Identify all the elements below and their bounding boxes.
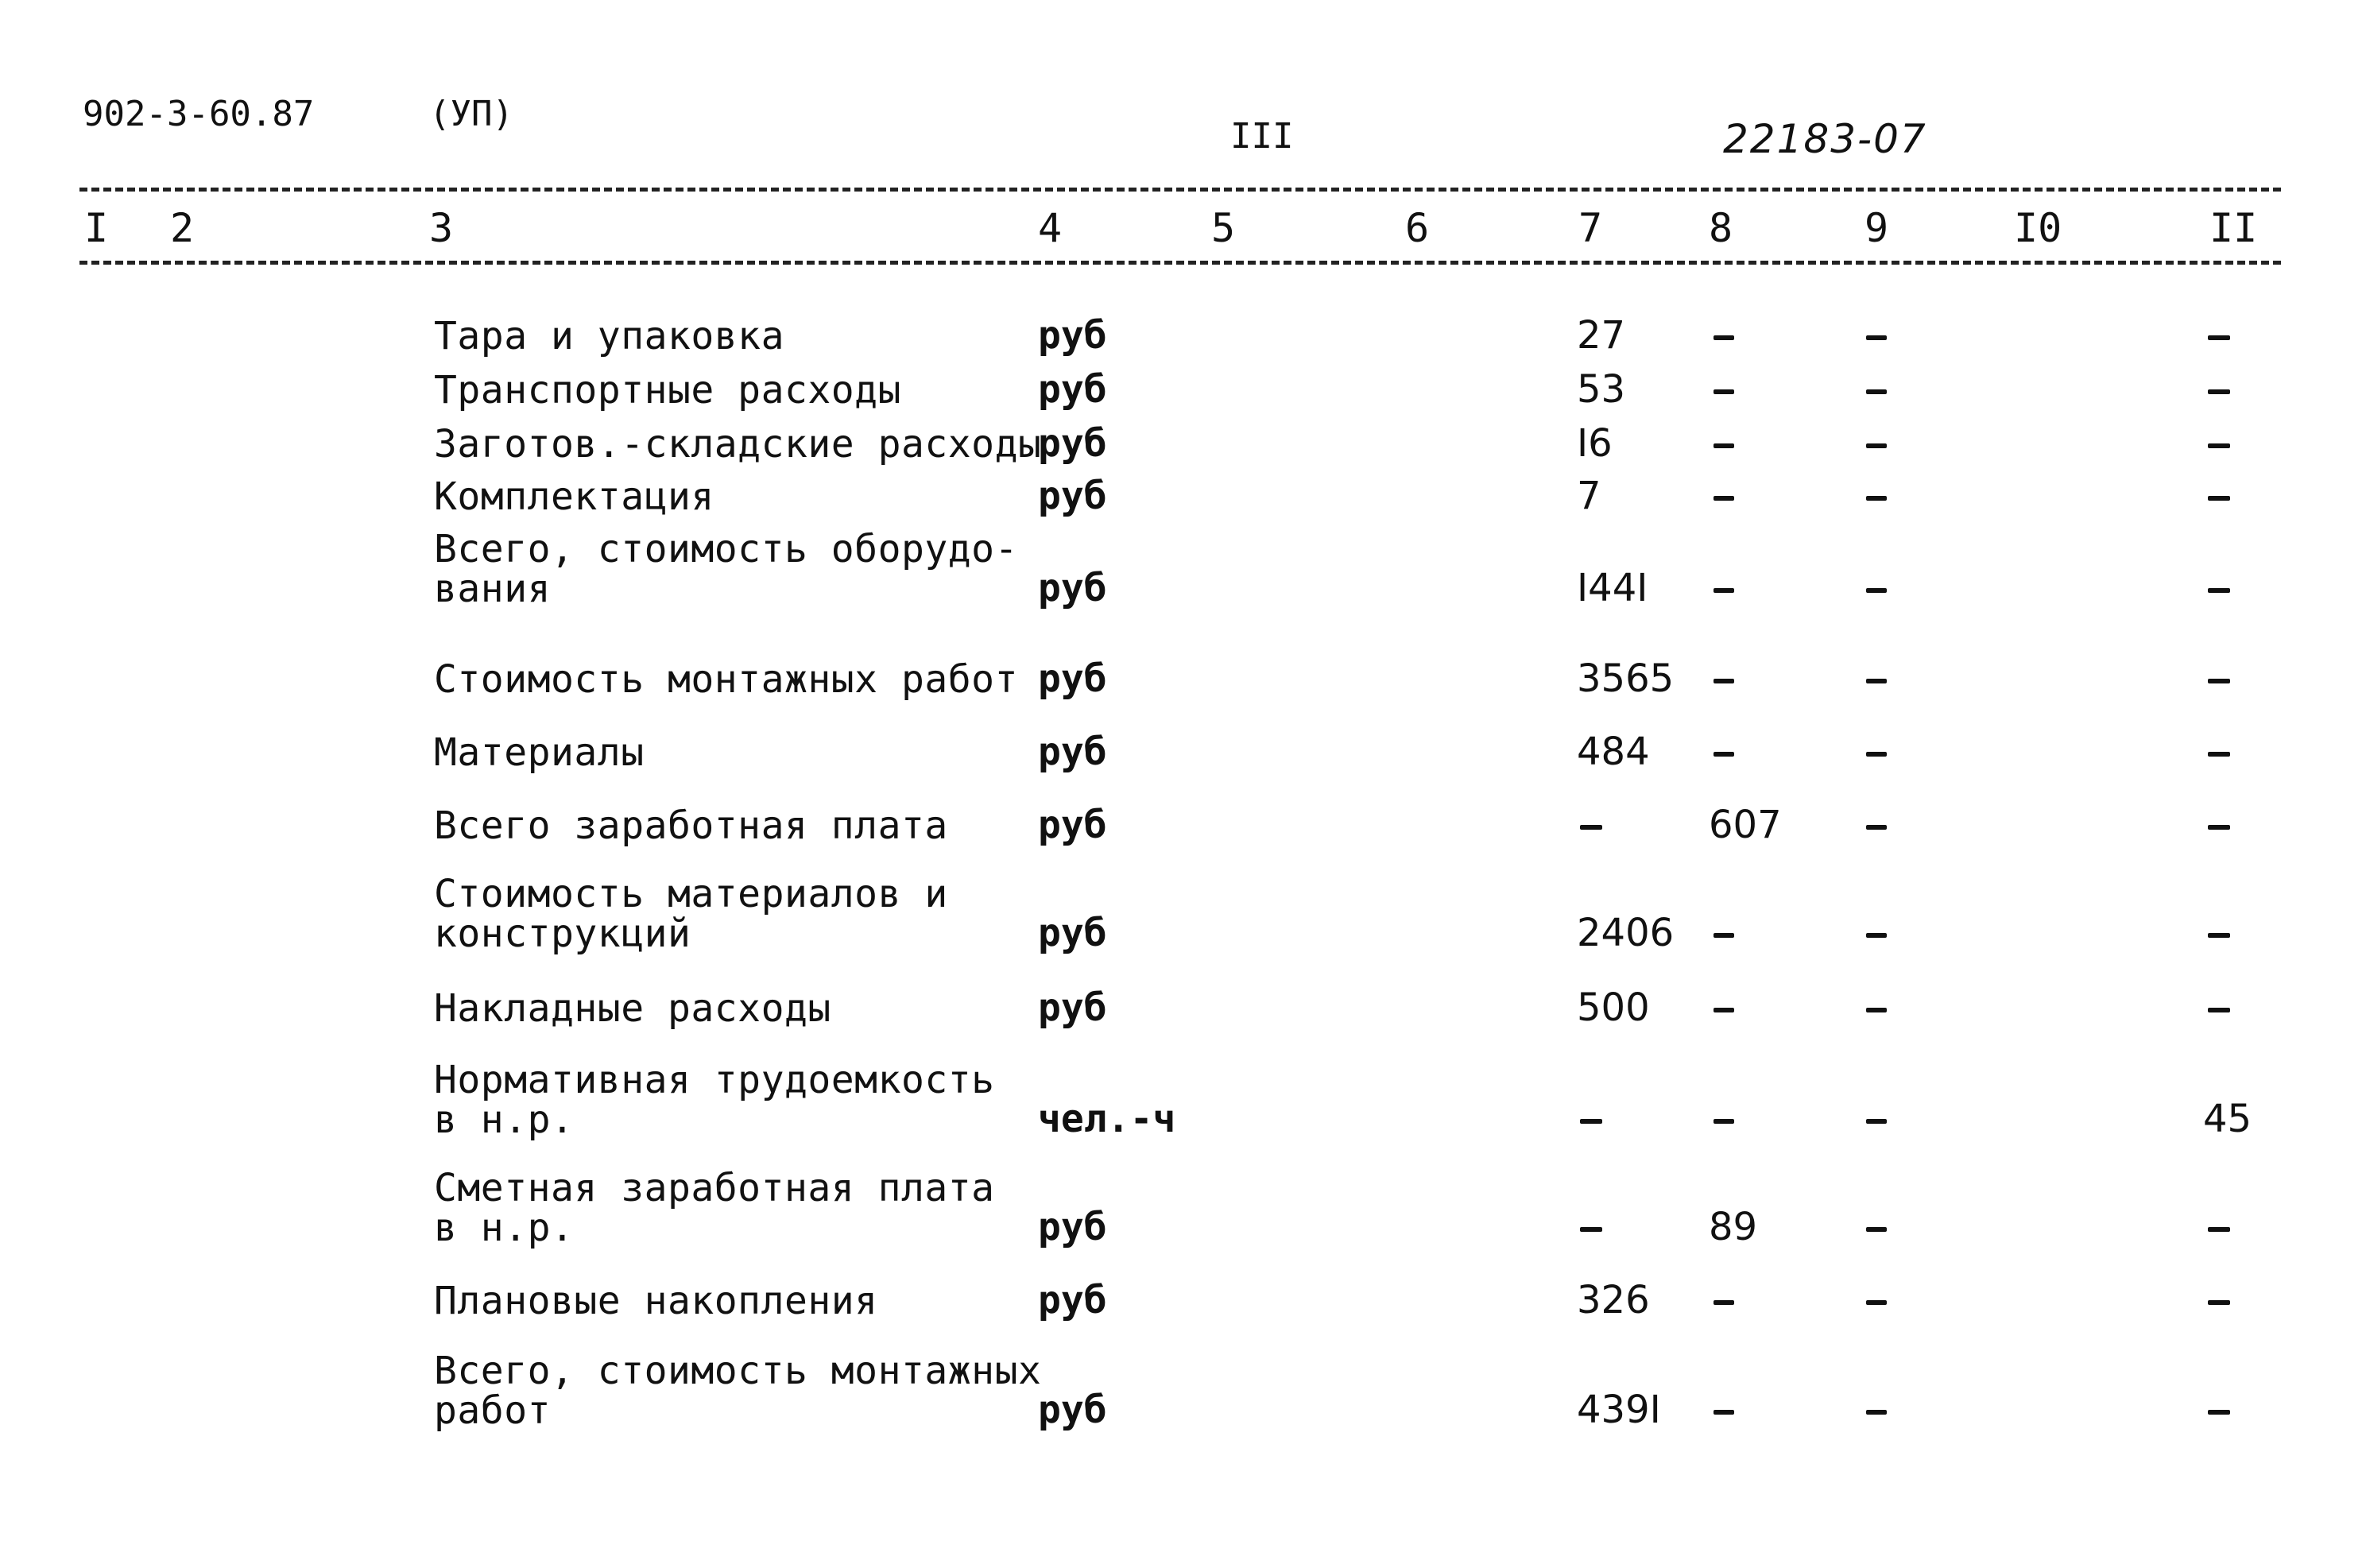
column-number: 3 <box>429 205 454 251</box>
empty-dash-c9 <box>1866 1410 1887 1415</box>
value-c7: 7 <box>1577 474 1601 518</box>
value-c11: 45 <box>2203 1097 2252 1141</box>
column-number: I0 <box>2014 205 2062 251</box>
row-unit: руб <box>1038 656 1107 701</box>
empty-dash-c9 <box>1866 752 1887 757</box>
row-unit: руб <box>1038 985 1107 1030</box>
empty-dash-c8 <box>1714 588 1734 593</box>
row-label: Транспортные расходы <box>434 368 901 412</box>
column-number: 7 <box>1578 205 1603 251</box>
value-c7: 326 <box>1577 1278 1650 1322</box>
empty-dash-c8 <box>1714 496 1734 501</box>
column-number: 5 <box>1211 205 1236 251</box>
empty-dash-c8 <box>1714 1008 1734 1012</box>
value-c7: 27 <box>1577 313 1626 358</box>
value-c7: 2406 <box>1577 911 1675 955</box>
empty-dash-c8 <box>1714 443 1734 448</box>
column-number: II <box>2209 205 2258 251</box>
empty-dash-c9 <box>1866 1227 1887 1232</box>
value-c7: 439I <box>1577 1388 1661 1432</box>
row-unit: руб <box>1038 1205 1107 1249</box>
row-label: Заготов.-складские расходы <box>434 422 1042 467</box>
empty-dash-c8 <box>1714 752 1734 757</box>
column-number: 8 <box>1709 205 1733 251</box>
row-label: Комплектация <box>434 474 714 519</box>
empty-dash-c8 <box>1714 335 1734 340</box>
album-mark: (УП) <box>429 94 513 134</box>
empty-dash-c11 <box>2208 1410 2230 1415</box>
value-c7: I44I <box>1577 566 1648 610</box>
empty-dash-c8 <box>1714 933 1734 938</box>
empty-dash-c11 <box>2208 1227 2230 1232</box>
column-number: 2 <box>170 205 195 251</box>
empty-dash-c8 <box>1714 389 1734 394</box>
row-label: Плановые накопления <box>434 1279 878 1323</box>
empty-dash-c11 <box>2208 389 2230 394</box>
row-label: Сметная заработная плата в н.р. <box>434 1166 995 1250</box>
column-number: I <box>84 205 109 251</box>
row-unit: руб <box>1038 474 1107 518</box>
row-label: Нормативная трудоемкость в н.р. <box>434 1058 995 1142</box>
empty-dash-c11 <box>2208 335 2230 340</box>
row-label: Всего, стоимость оборудо- вания <box>434 527 1018 611</box>
empty-dash-c7 <box>1580 1227 1602 1232</box>
row-unit: руб <box>1038 313 1107 358</box>
row-label: Всего, стоимость монтажных работ <box>434 1349 1042 1433</box>
row-label: Стоимость материалов и конструкций <box>434 872 948 956</box>
row-unit: руб <box>1038 803 1107 847</box>
column-number: 4 <box>1038 205 1063 251</box>
row-unit: руб <box>1038 566 1107 610</box>
value-c7: 500 <box>1577 985 1650 1030</box>
row-unit: чел.-ч <box>1038 1097 1176 1141</box>
value-c7: I6 <box>1577 421 1613 466</box>
row-label: Тара и упаковка <box>434 314 784 358</box>
empty-dash-c9 <box>1866 825 1887 830</box>
row-label: Всего заработная плата <box>434 803 948 848</box>
empty-dash-c7 <box>1580 1119 1602 1124</box>
empty-dash-c9 <box>1866 496 1887 501</box>
empty-dash-c9 <box>1866 443 1887 448</box>
empty-dash-c11 <box>2208 1008 2230 1012</box>
empty-dash-c9 <box>1866 679 1887 683</box>
empty-dash-c11 <box>2208 679 2230 683</box>
value-c7: 484 <box>1577 730 1650 774</box>
empty-dash-c11 <box>2208 1300 2230 1305</box>
empty-dash-c9 <box>1866 1119 1887 1124</box>
row-label: Стоимость монтажных работ <box>434 657 1018 702</box>
value-c7: 53 <box>1577 367 1626 412</box>
row-label: Материалы <box>434 730 645 775</box>
column-number: 9 <box>1865 205 1889 251</box>
header-top-rule <box>79 188 2281 192</box>
empty-dash-c11 <box>2208 588 2230 593</box>
empty-dash-c9 <box>1866 933 1887 938</box>
empty-dash-c9 <box>1866 588 1887 593</box>
value-c8: 607 <box>1709 803 1782 847</box>
empty-dash-c9 <box>1866 335 1887 340</box>
empty-dash-c8 <box>1714 679 1734 683</box>
row-unit: руб <box>1038 730 1107 774</box>
stamp-number: 22183-07 <box>1723 116 1927 162</box>
column-number: 6 <box>1405 205 1430 251</box>
row-unit: руб <box>1038 911 1107 955</box>
value-c8: 89 <box>1709 1205 1758 1249</box>
empty-dash-c8 <box>1714 1300 1734 1305</box>
empty-dash-c8 <box>1714 1410 1734 1415</box>
doc-code: 902-3-60.87 <box>83 94 315 134</box>
row-unit: руб <box>1038 1278 1107 1322</box>
empty-dash-c11 <box>2208 825 2230 830</box>
row-unit: руб <box>1038 367 1107 412</box>
empty-dash-c11 <box>2208 752 2230 757</box>
empty-dash-c7 <box>1580 825 1602 830</box>
empty-dash-c9 <box>1866 1008 1887 1012</box>
empty-dash-c8 <box>1714 1119 1734 1124</box>
row-unit: руб <box>1038 1388 1107 1432</box>
row-label: Накладные расходы <box>434 986 831 1031</box>
value-c7: 3565 <box>1577 656 1675 701</box>
empty-dash-c11 <box>2208 443 2230 448</box>
page-number: III <box>1230 116 1294 157</box>
empty-dash-c9 <box>1866 389 1887 394</box>
empty-dash-c11 <box>2208 933 2230 938</box>
row-unit: руб <box>1038 421 1107 466</box>
empty-dash-c9 <box>1866 1300 1887 1305</box>
empty-dash-c11 <box>2208 496 2230 501</box>
header-bottom-rule <box>79 261 2281 265</box>
